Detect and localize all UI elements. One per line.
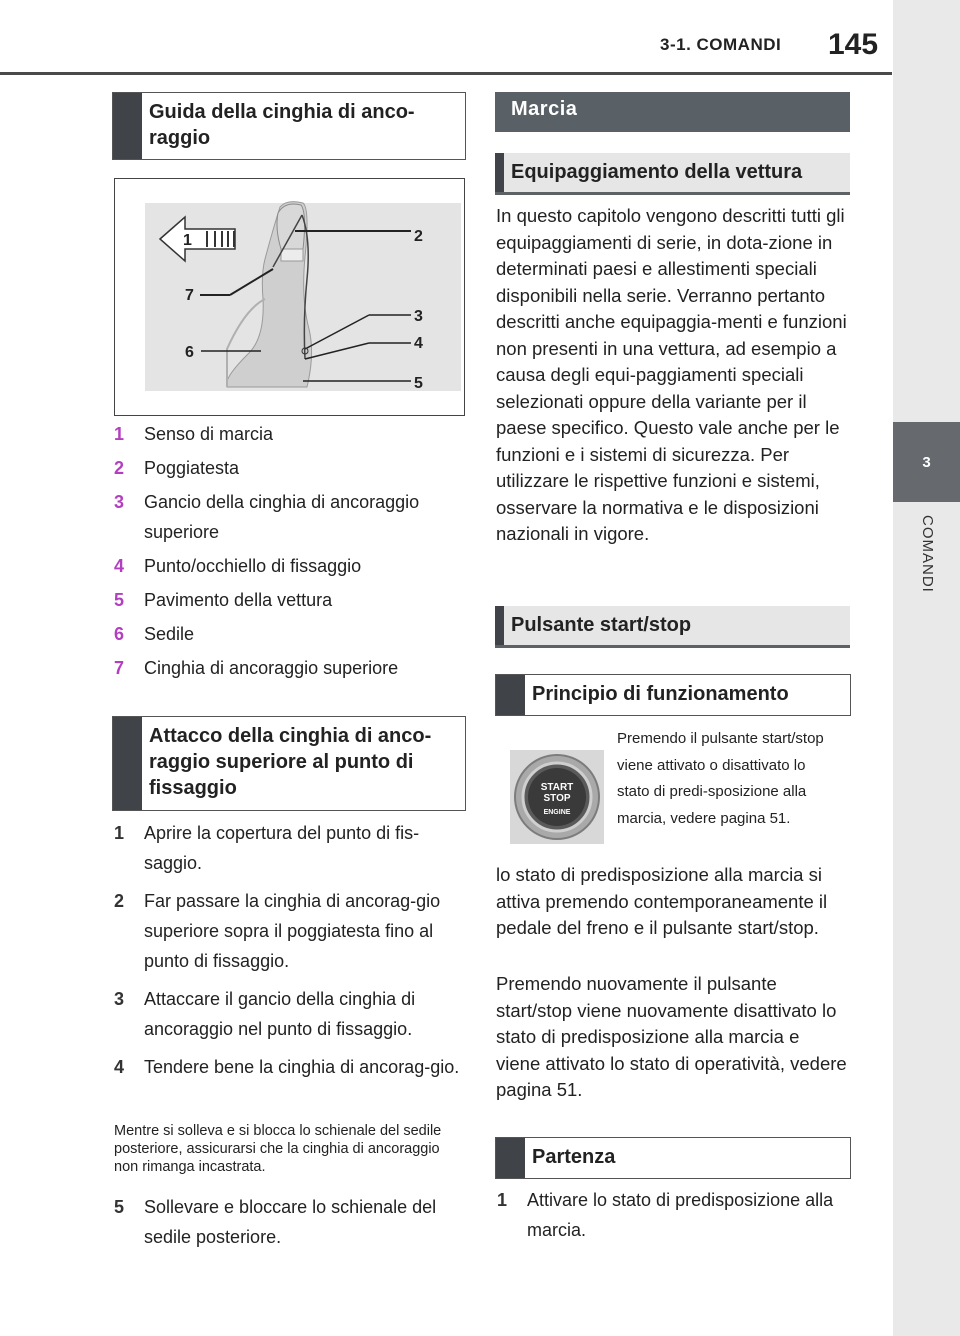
note-text: Mentre si solleva e si blocca lo schienale del sedile posteriore, assicurarsi che la cinghia di ancoraggio non rimanga incastrata. — [114, 1123, 442, 1175]
chapter-tab[interactable] — [893, 422, 960, 502]
heading-bar — [495, 153, 504, 192]
figure-label-5: 5 — [414, 375, 423, 392]
button-label-start: START — [540, 782, 574, 793]
figure-label-4: 4 — [414, 335, 423, 352]
heading-bar — [113, 93, 142, 159]
heading-text: Attacco della cinghia di anco-raggio superiore al punto di fissaggio — [149, 725, 432, 799]
figure-label-1: 1 — [183, 232, 192, 249]
heading-bar — [496, 1138, 525, 1178]
start-stop-icon — [510, 750, 604, 844]
heading-bar — [495, 606, 504, 645]
tether-strap-figure — [114, 178, 465, 416]
button-label-engine: ENGINE — [543, 809, 571, 816]
section-title: Marcia — [511, 98, 578, 120]
heading-bar — [113, 717, 142, 810]
heading-attacco-cinghia — [112, 716, 466, 811]
paragraph-nuovamente: Premendo nuovamente il pulsante start/stop viene nuovamente disattivato lo stato di predisposizione alla marcia e viene attivato lo stato di operatività, vedere pagina 51. — [496, 973, 847, 1100]
heading-text: Partenza — [532, 1146, 616, 1168]
button-label-stop: STOP — [543, 793, 571, 804]
seat-illustration — [115, 179, 464, 415]
figure-label-3: 3 — [414, 308, 423, 325]
paragraph-predisposizione: lo stato di predisposizione alla marcia si attiva premendo contemporaneamente il pedale del freno e il pulsante start/stop. — [496, 864, 828, 938]
page-number: 145 — [828, 28, 879, 61]
heading-bar — [496, 675, 525, 715]
chapter-label: COMANDI — [919, 515, 936, 593]
heading-text: Pulsante start/stop — [511, 614, 692, 636]
heading-text: Principio di funzionamento — [532, 683, 789, 705]
heading-principio — [495, 674, 851, 716]
start-stop-button-image — [510, 750, 604, 844]
heading-pulsante-start-stop — [495, 606, 850, 648]
button-caption: Premendo il pulsante start/stop viene attivato o disattivato lo stato di predi-sposizione alla marcia, vedere pagina 51. — [617, 730, 824, 827]
chapter-number: 3 — [922, 453, 931, 471]
side-tab-background-lower — [893, 502, 960, 1336]
figure-label-6: 6 — [185, 344, 194, 361]
side-tab-background — [893, 0, 960, 422]
heading-equipaggiamento — [495, 153, 850, 195]
section-bar-marcia — [495, 92, 850, 132]
heading-text: Guida della cinghia di anco-raggio — [149, 101, 415, 149]
heading-text: Equipaggiamento della vettura — [511, 161, 803, 183]
figure-label-7: 7 — [185, 287, 194, 304]
header-rule — [0, 72, 892, 75]
heading-guida-cinghia — [112, 92, 466, 160]
figure-label-2: 2 — [414, 228, 423, 245]
heading-partenza — [495, 1137, 851, 1179]
running-header-section: 3-1. COMANDI — [660, 35, 782, 54]
equipaggiamento-paragraph: In questo capitolo vengono descritti tutti gli equipaggiamenti di serie, in dota-zione in determinati paesi e allestimenti speciali disponibili nella serie. Verranno pertanto descritti anche equipaggia-menti e funzioni non presenti in una vettura, ad esempio a causa degli equi-paggiamenti speciali selezionati oppure della variante per il paese specifico. Questo vale anche per le funzioni e i sistemi di sicurezza. Per utilizzare le rispettive funzioni e sistemi, osservare la normativa e le disposizioni nazionali in vigore. — [496, 205, 847, 544]
